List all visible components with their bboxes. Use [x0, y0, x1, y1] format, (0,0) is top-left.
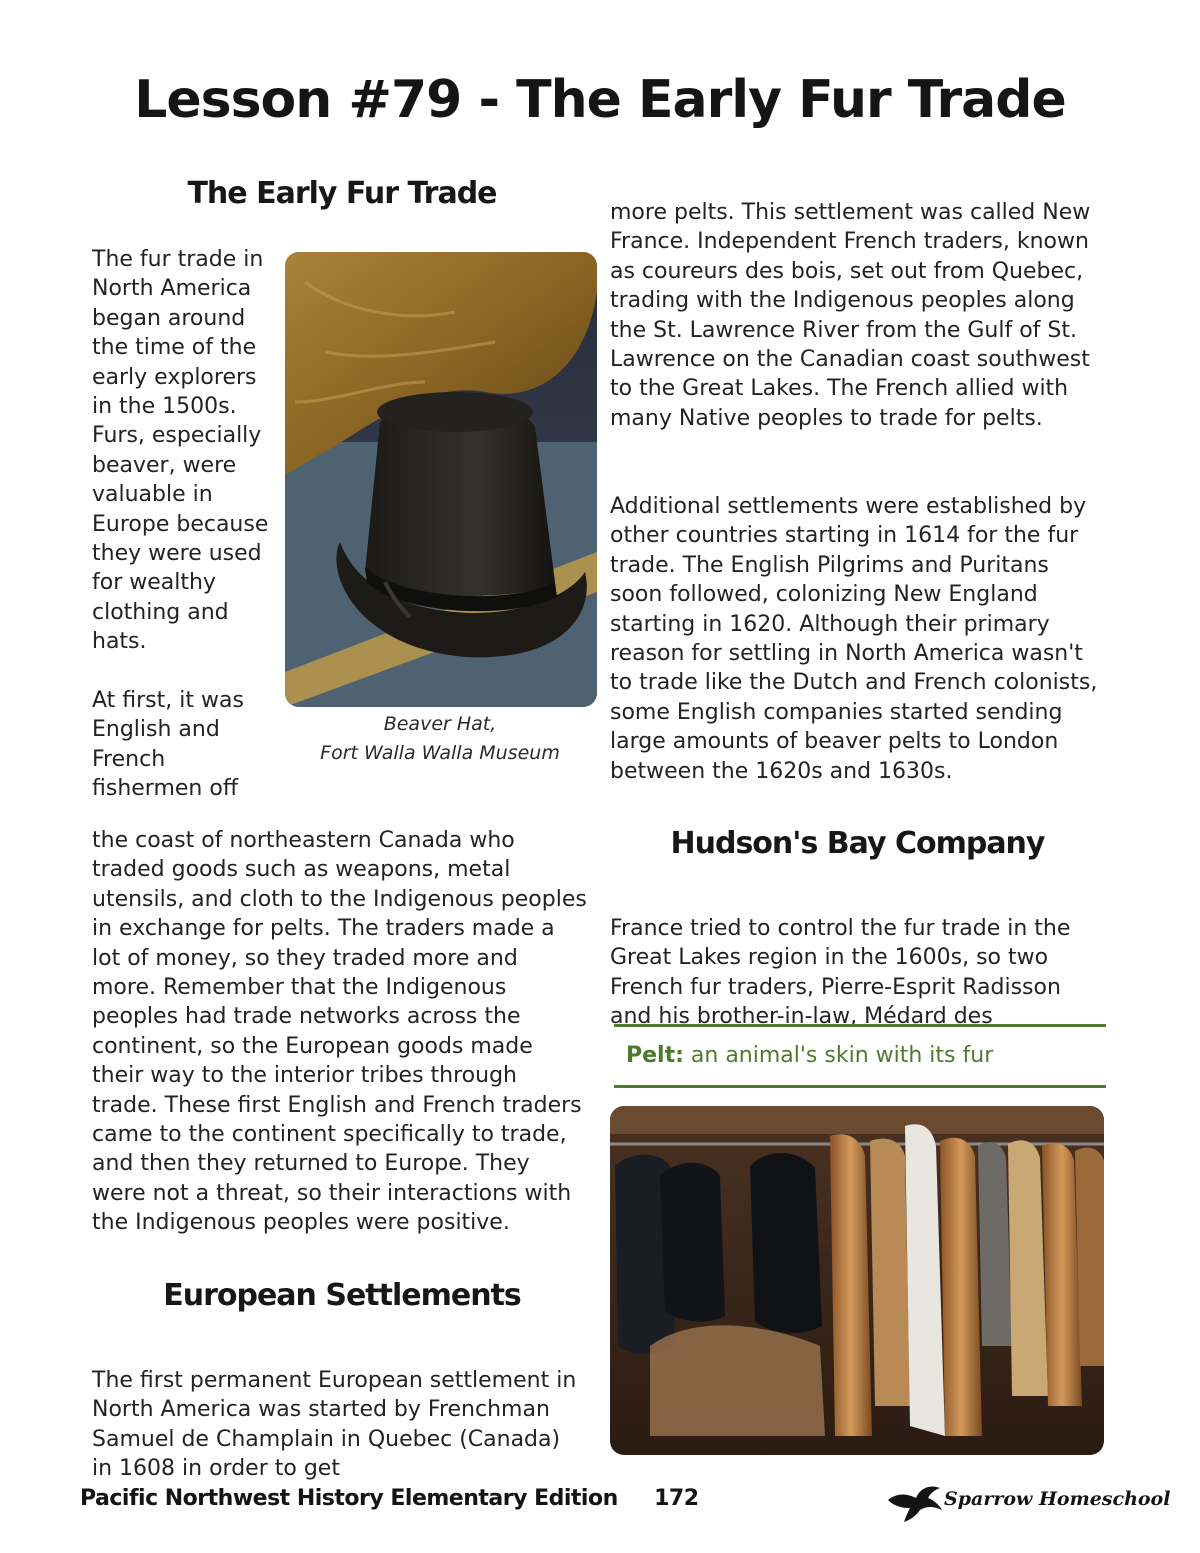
- vocab-definition: an animal's skin with its fur: [690, 1043, 994, 1068]
- pelts-image: [610, 1106, 1104, 1455]
- heading-hudsons-bay: Hudson's Bay Company: [670, 826, 1045, 861]
- heading-early-fur-trade: The Early Fur Trade: [187, 176, 497, 211]
- vocab-term: Pelt:: [626, 1043, 684, 1068]
- page-number: 172: [654, 1486, 699, 1511]
- paragraph-settlements-right: more pelts. This settlement was called New France. Independent French traders, known as coureurs des bois, set out from Quebec, trading with the Indigenous peoples along the St. Lawrence River from the Gulf of St. Lawrence on the Canadian coast southwest to the Great Lakes. The French allied with many Native peoples to trade for pelts.: [610, 200, 1091, 431]
- brand-name: Sparrow Homeschool: [944, 1488, 1171, 1510]
- vocab-box: [614, 1024, 1106, 1088]
- sparrow-icon: [886, 1480, 944, 1524]
- caption-line1: Beaver Hat,: [383, 713, 497, 735]
- paragraph-hudsons-bay: France tried to control the fur trade in the Great Lakes region in the 1600s, so two French fur traders, Pierre-Esprit Radisson and his brother-in-law, Médard des: [610, 916, 1071, 1030]
- beaver-hat-photo: [285, 252, 597, 707]
- hanging-pelts-photo: [610, 1106, 1104, 1455]
- page-title: Lesson #79 - The Early Fur Trade: [134, 70, 1066, 130]
- figure-caption: [290, 710, 590, 768]
- paragraph-additional-settlements: Additional settlements were established by other countries starting in 1614 for the fur trade. The English Pilgrims and Puritans soon followed, colonizing New England starting in 1620. Although their primary reason for settling in North America wasn't to trade like the Dutch and French colonists, some English companies started sending large amounts of beaver pelts to London between the 1620s and 1630s.: [610, 494, 1098, 784]
- paragraph-fishermen-rest: the coast of northeastern Canada who traded goods such as weapons, metal utensils, and cloth to the Indigenous peoples in exchange for pelts. The traders made a lot of money, so they traded more and more. Remember that the Indigenous peoples had trade networks across the continent, so the European goods made their way to the interior tribes through trade. These first English and French traders came to the continent specifically to trade, and then they returned to Europe. They were not a threat, so their interactions with the Indigenous peoples were positive.: [92, 828, 587, 1236]
- paragraph-settlements-left: The first permanent European settlement in North America was started by Frenchman Samuel de Champlain in Quebec (Canada) in 1608 in order to get: [92, 1368, 577, 1482]
- footer-book: Pacific Northwest History Elementary Edition: [80, 1486, 618, 1511]
- paragraph-fishermen-start: At first, it was English and French fishermen off: [92, 688, 244, 802]
- heading-european-settlements: European Settlements: [163, 1278, 521, 1313]
- caption-line2: Fort Walla Walla Museum: [320, 742, 560, 764]
- paragraph-fur-trade-intro: The fur trade in North America began around the time of the early explorers in the 1500s. Furs, especially beaver, were valuable in Europe because they were used for wealthy clothing and hats.: [92, 247, 269, 655]
- footer-brand: [886, 1480, 1171, 1524]
- footer-book-title: [80, 1486, 699, 1511]
- beaver-hat-image: [285, 252, 597, 707]
